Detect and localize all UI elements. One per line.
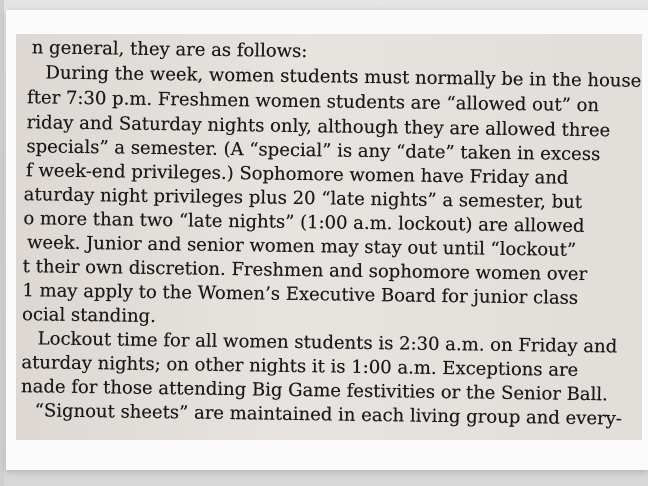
printed-photo-card [6,10,648,470]
text-line: nade for those attending Big Game festivities or the Senior Ball. [20,376,608,406]
text-line: 1 may apply to the Women’s Executive Board for junior class [22,280,579,309]
document-photo [16,34,642,440]
text-line: week. Junior and senior women may stay out until “lockout” [26,232,577,261]
text-line: riday and Saturday nights only, although they are allowed three [26,112,611,142]
document-text-block [16,34,642,440]
text-line: During the week, women students must normally be in the house [45,62,642,92]
text-line: “Signout sheets” are maintained in each living group and every- [34,400,623,430]
text-line: Lockout time for all women students is 2:30 a.m. on Friday and [37,328,618,358]
text-line: ocial standing. [21,304,157,327]
left-edge-strip [0,0,4,486]
text-line: aturday nights; on other nights it is 1:00 a.m. Exceptions are [21,352,579,381]
text-line: t their own discretion. Freshmen and sophomore women over [22,256,588,285]
text-line: o more than two “late nights” (1:00 a.m. lockout) are allowed [23,208,585,237]
text-line: aturday night privileges plus 20 “late nights” a semester, but [23,184,583,213]
text-line: f week-end privileges.) Sophomore women have Friday and [25,160,569,189]
text-line: fter 7:30 p.m. Freshmen women students are “allowed out” on [26,87,600,117]
text-line: n general, they are as follows: [31,37,308,63]
text-line: specials” a semester. (A “special” is any “date” taken in excess [26,136,601,166]
